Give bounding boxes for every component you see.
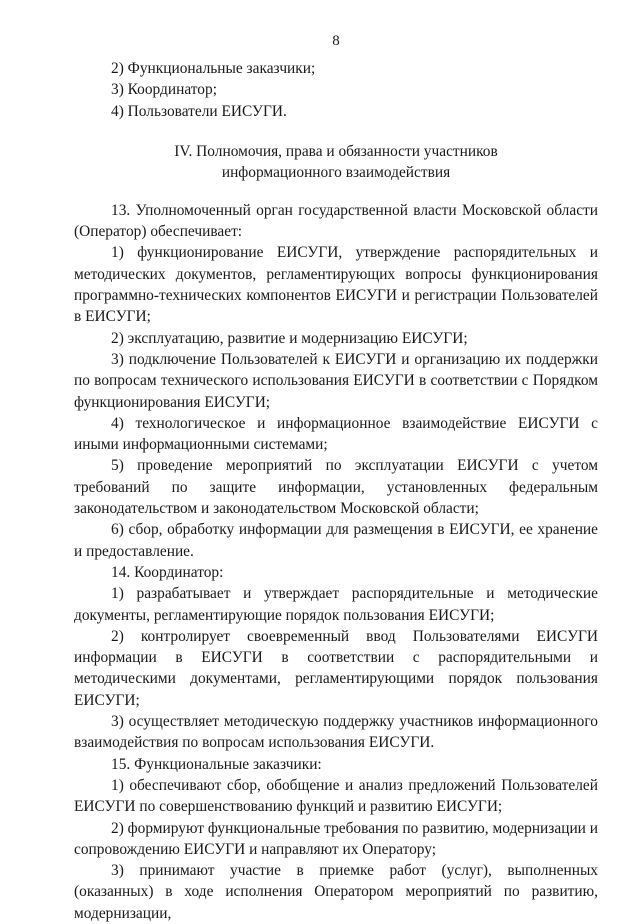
list-item: 4) Пользователи ЕИСУГИ. bbox=[111, 102, 287, 120]
section-heading-line: IV. Полномочия, права и обязанности участников bbox=[174, 142, 498, 160]
paragraph: 3) подключение Пользователей к ЕИСУГИ и организацию их поддержки по вопросам технического использования ЕИСУГИ в соответствии с Порядком функционирования ЕИСУГИ; bbox=[74, 350, 598, 411]
paragraph: 13. Уполномоченный орган государственной власти Московской области (Оператор) обеспечивает: bbox=[74, 201, 598, 241]
paragraph: 2) формируют функциональные требования по развитию, модернизации и сопровождению ЕИСУГИ и направляют их Оператору; bbox=[74, 819, 598, 858]
paragraph: 2) контролирует своевременный ввод Пользователями ЕИСУГИ информации в ЕИСУГИ в соответствии с распорядительными и методическими документами, регламентирующими порядок пользования ЕИСУГИ; bbox=[74, 627, 598, 709]
paragraph: 6) сбор, обработку информации для размещения в ЕИСУГИ, ее хранение и предоставление. bbox=[74, 521, 598, 560]
page-number: 8 bbox=[332, 33, 340, 49]
paragraph: 15. Функциональные заказчики: bbox=[111, 755, 322, 773]
paragraph: 3) принимают участие в приемке работ (услуг), выполненных (оказанных) в ходе исполнения Оператором мероприятий по развитию, модернизации, bbox=[74, 862, 598, 922]
list-item: 3) Координатор; bbox=[111, 81, 217, 99]
paragraph: 4) технологическое и информационное взаимодействие ЕИСУГИ с иными информационными системами; bbox=[74, 414, 598, 454]
paragraph: 14. Координатор: bbox=[111, 563, 224, 581]
paragraph: 1) обеспечивают сбор, обобщение и анализ предложений Пользователей ЕИСУГИ по совершенствованию функций и развитию ЕИСУГИ; bbox=[74, 776, 598, 816]
paragraph: 2) эксплуатацию, развитие и модернизацию ЕИСУГИ; bbox=[111, 329, 468, 347]
document-body bbox=[74, 58, 598, 924]
section-heading-line: информационного взаимодействия bbox=[221, 163, 451, 181]
section-heading bbox=[74, 141, 598, 183]
list-item: 2) Функциональные заказчики; bbox=[111, 60, 316, 77]
paragraph: 1) функционирование ЕИСУГИ, утверждение распорядительных и методических документов, регламентирующих вопросы функционирования программно-технических компонентов ЕИСУГИ и регистрации Пользователей в ЕИСУГИ; bbox=[74, 244, 598, 326]
paragraph: 3) осуществляет методическую поддержку участников информационного взаимодействия по вопросам использования ЕИСУГИ. bbox=[74, 713, 598, 752]
paragraph: 5) проведение мероприятий по эксплуатации ЕИСУГИ с учетом требований по защите информации, установленных федеральным законодательством и законодательством Московской области; bbox=[74, 457, 598, 518]
paragraph: 1) разрабатывает и утверждает распорядительные и методические документы, регламентирующие порядок пользования ЕИСУГИ; bbox=[74, 585, 598, 624]
